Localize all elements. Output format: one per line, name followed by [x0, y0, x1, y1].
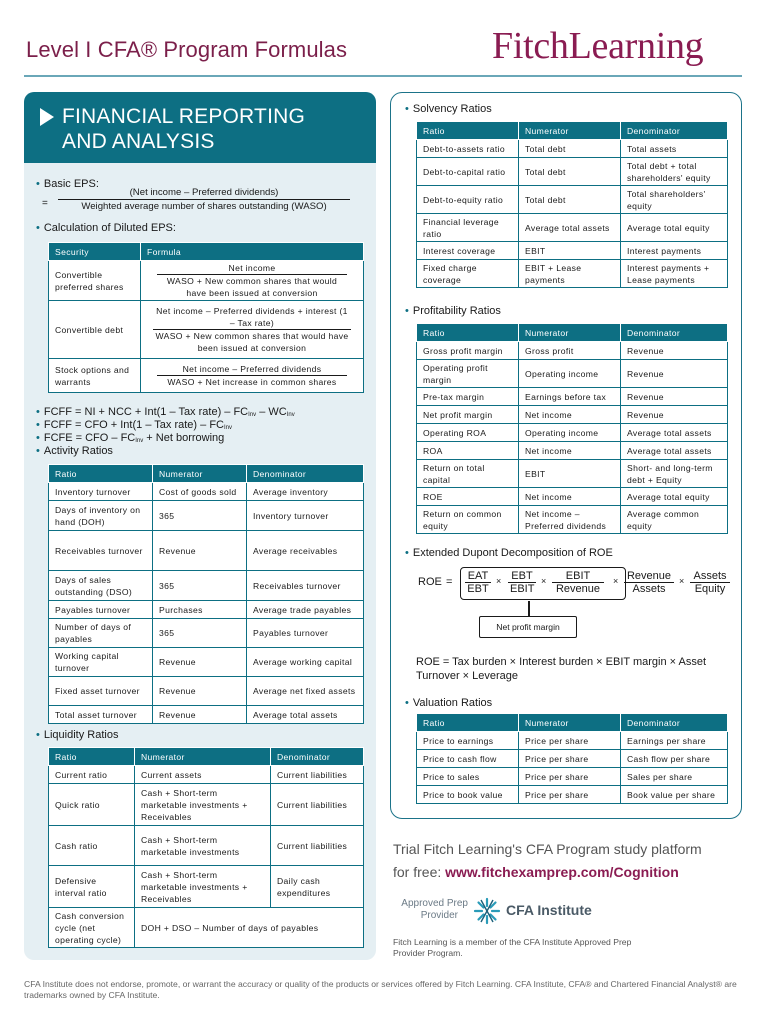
table-row: Debt-to-capital ratio Total debt Total debt + total shareholders' equity — [417, 158, 728, 186]
liquidity-ratios-table: Ratio Numerator Denominator Current ratio Current assets Current liabilities Quick ratio Cash + Short-term marketable investments + Receivables Current liabilities Cash ratio Cash + Short-term marketable investments Current liabilities Defensive interval ratio Cash + Short-term marketable investments + Receivables Daily cash expenditures Cash conversion cycle (net operating cycle) DOH + DSO – Number of days of payables — [48, 747, 364, 948]
table-row: Debt-to-assets ratio Total debt Total assets — [417, 140, 728, 158]
logo-learning: Learning — [568, 25, 704, 67]
activity-ratios-label: • Activity Ratios — [36, 445, 113, 457]
profitability-ratios-table: Ratio Numerator Denominator Gross profit margin Gross profit Revenue Operating profit margin Operating income Revenue Pre-tax margin Earnings before tax Revenue Net profit margin Net income Revenue Operating ROA Operating income Average total assets ROA Net income Average total assets Return on total capital EBIT Short- and long-term debt + Equity ROE Net income Average total equity Return on common equity Net income – Preferred dividends Average common equity — [416, 323, 728, 534]
table-row: Quick ratio Cash + Short-term marketable investments + Receivables Current liabilities — [49, 784, 364, 826]
fcff-formula-2: • FCFF = CFO + Int(1 – Tax rate) – FCInv — [36, 419, 232, 431]
trial-promo: Trial Fitch Learning's CFA Program study platform for free: www.fitchexamprep.com/Cognition — [393, 841, 702, 880]
table-row: ROA Net income Average total assets — [417, 442, 728, 460]
valuation-ratios-table: Ratio Numerator Denominator Price to earnings Price per share Earnings per share Price to cash flow Price per share Cash flow per share Price to sales Price per share Sales per share Price to book value Price per share Book value per share — [416, 713, 728, 804]
table-row: Price to cash flow Price per share Cash flow per share — [417, 750, 728, 768]
fcff-formula-1: • FCFF = NI + NCC + Int(1 – Tax rate) – FCInv – WCInv — [36, 406, 295, 418]
diluted-eps-label: • Calculation of Diluted EPS: — [36, 222, 176, 234]
col-formula: Formula — [141, 243, 364, 261]
table-row: Price to book value Price per share Book value per share — [417, 786, 728, 804]
fitch-learning-logo — [492, 24, 703, 68]
table-row: Net profit margin Net income Revenue — [417, 406, 728, 424]
table-row: ROE Net income Average total equity — [417, 488, 728, 506]
col-security: Security — [49, 243, 141, 261]
cfa-institute-icon — [472, 896, 502, 926]
table-row: Operating ROA Operating income Average total assets — [417, 424, 728, 442]
table-row: Payables turnover Purchases Average trade payables — [49, 601, 364, 619]
table-row: Defensive interval ratio Cash + Short-term marketable investments + Receivables Daily cash expenditures — [49, 866, 364, 908]
table-row: Return on common equity Net income – Preferred dividends Average common equity — [417, 506, 728, 534]
table-row: Debt-to-equity ratio Total debt Total shareholders' equity — [417, 186, 728, 214]
dupont-label: • Extended Dupont Decomposition of ROE — [405, 547, 613, 559]
triangle-icon — [40, 108, 54, 126]
table-row: Cash ratio Cash + Short-term marketable investments Current liabilities — [49, 826, 364, 866]
table-row: Days of inventory on hand (DOH) 365 Inventory turnover — [49, 501, 364, 531]
activity-ratios-table: Ratio Numerator Denominator Inventory turnover Cost of goods sold Average inventory Days of inventory on hand (DOH) 365 Inventory turnover Receivables turnover Revenue Average receivables Days of sales outstanding (DSO) 365 Receivables turnover Payables turnover Purchases Average trade payables Number of days of payables 365 Payables turnover Working capital turnover Revenue Average working capital Fixed asset turnover Revenue Average net fixed assets Total asset turnover Revenue Average total assets — [48, 464, 364, 724]
financial-reporting-panel: FINANCIAL REPORTING AND ANALYSIS • Basic EPS: = (Net income – Preferred dividends) Weighted average number of shares outstanding (WASO) • Calculation of Diluted EPS: Security Formula Convertible preferred shares Net income WASO + New common shares that would have been issued at conversion Convertible debt Net income – Preferred dividends + interest (1 – Tax rate) WASO + New common shares that would have been issued at conversion Stock options and warrants $\frac{\text{Net income – Preferred dividends}}{\text{WASO + Net increase in common shares}}$ • FCFF = NI + NCC + Int(1 – Tax rate) – FCInv – WCInv • FCFF = CFO + Int(1 – Tax rate) – FCInv • FCFE = CFO – FCInv + Net borrowing • Activity Ratios Ratio Numerator Denominator Inventory turnover Cost of goods sold Average inventory Days of inventory on hand (DOH) 365 Inventory turnover Receivables turnover Revenue Average receivables Days of sales outstanding (DSO) 365 Receivables turnover Payables turnover Purchases Average trade payables Number of days of payables 365 Payables turnover Working capital turnover Revenue Average working capital Fixed asset turnover Revenue Average net fixed assets Total asset turnover Revenue Average total assets • Liquidity Ratios Ratio Numerator Denominator Current ratio Current assets Current liabilities Quick ratio Cash + Short-term marketable investments + Receivables Current liabilities Cash ratio Cash + Short-term marketable investments Current liabilities Defensive interval ratio Cash + Short-term marketable investments + Receivables Daily cash expenditures Cash conversion cycle (net operating cycle) DOH + DSO – Number of days of payables — [24, 92, 376, 960]
member-note: Fitch Learning is a member of the CFA Institute Approved Prep Provider Program. — [393, 937, 632, 958]
table-row: Financial leverage ratio Average total assets Average total equity — [417, 214, 728, 242]
table-row: Pre-tax margin Earnings before tax Revenue — [417, 388, 728, 406]
header-divider — [24, 75, 742, 77]
roe-decomposition-text: ROE = Tax burden × Interest burden × EBIT margin × Asset Turnover × Leverage — [416, 656, 707, 682]
profitability-ratios-label: • Profitability Ratios — [405, 305, 501, 317]
logo-fitch: Fitch — [492, 25, 569, 67]
net-profit-margin-box: Net profit margin — [479, 616, 577, 638]
section-title: FINANCIAL REPORTING AND ANALYSIS — [62, 105, 306, 153]
table-row: Receivables turnover Revenue Average receivables — [49, 531, 364, 571]
ratios-panel — [390, 92, 742, 819]
solvency-ratios-table: Ratio Numerator Denominator Debt-to-assets ratio Total debt Total assets Debt-to-capital ratio Total debt Total debt + total shareholders' equity Debt-to-equity ratio Total debt Total shareholders' equity Financial leverage ratio Average total assets Average total equity Interest coverage EBIT Interest payments Fixed charge coverage EBIT + Lease payments Interest payments + Lease payments — [416, 121, 728, 288]
table-row: Price to earnings Price per share Earnings per share — [417, 732, 728, 750]
table-row: Days of sales outstanding (DSO) 365 Receivables turnover — [49, 571, 364, 601]
connector-line — [528, 601, 530, 617]
table-row: Total asset turnover Revenue Average total assets — [49, 706, 364, 724]
valuation-ratios-label: • Valuation Ratios — [405, 697, 493, 709]
table-row: Current ratio Current assets Current liabilities — [49, 766, 364, 784]
table-row: Cash conversion cycle (net operating cycle) DOH + DSO – Number of days of payables — [49, 908, 364, 948]
basic-eps-label: • Basic EPS: — [36, 178, 99, 190]
table-row: Inventory turnover Cost of goods sold Average inventory — [49, 483, 364, 501]
table-row: Fixed asset turnover Revenue Average net fixed assets — [49, 677, 364, 706]
table-row: Stock options and warrants $\frac{\text{Net income – Preferred dividends}}{\text{WASO + Net increase in common shares}}$ — [49, 359, 364, 393]
table-row: Convertible preferred shares Net income WASO + New common shares that would have been issued at conversion — [49, 261, 364, 301]
table-row: Price to sales Price per share Sales per share — [417, 768, 728, 786]
dupont-formula: ROE = EAT EBT × EBT EBIT × EBIT Revenue × Revenue Assets × Assets Equity — [416, 569, 736, 629]
table-row: Fixed charge coverage EBIT + Lease payments Interest payments + Lease payments — [417, 260, 728, 288]
page-title: Level I CFA® Program Formulas — [26, 37, 348, 62]
disclaimer: CFA Institute does not endorse, promote, or warrant the accuracy or quality of the products or services offered by Fitch Learning. CFA Institute, CFA® and Chartered Financial Analyst® are trademarks owned by CFA Institute. — [24, 979, 737, 1000]
table-row: Operating profit margin Operating income Revenue — [417, 360, 728, 388]
approved-prep-badge: Approved Prep Provider CFA Institute — [392, 896, 612, 928]
diluted-eps-table — [48, 242, 364, 393]
table-row: Interest coverage EBIT Interest payments — [417, 242, 728, 260]
promo-link[interactable]: www.fitchexamprep.com/Cognition — [445, 864, 679, 880]
section-header — [24, 92, 376, 163]
table-row: Return on total capital EBIT Short- and long-term debt + Equity — [417, 460, 728, 488]
table-row: Gross profit margin Gross profit Revenue — [417, 342, 728, 360]
liquidity-ratios-label: • Liquidity Ratios — [36, 729, 119, 741]
table-row: Number of days of payables 365 Payables turnover — [49, 619, 364, 648]
fcfe-formula: • FCFE = CFO – FCInv + Net borrowing — [36, 432, 225, 444]
table-row: Working capital turnover Revenue Average working capital — [49, 648, 364, 677]
cfa-institute-wordmark: CFA Institute — [506, 902, 592, 918]
solvency-ratios-label: • Solvency Ratios — [405, 103, 492, 115]
table-row: Convertible debt Net income – Preferred dividends + interest (1 – Tax rate) WASO + New common shares that would have been issued at conversion — [49, 301, 364, 359]
